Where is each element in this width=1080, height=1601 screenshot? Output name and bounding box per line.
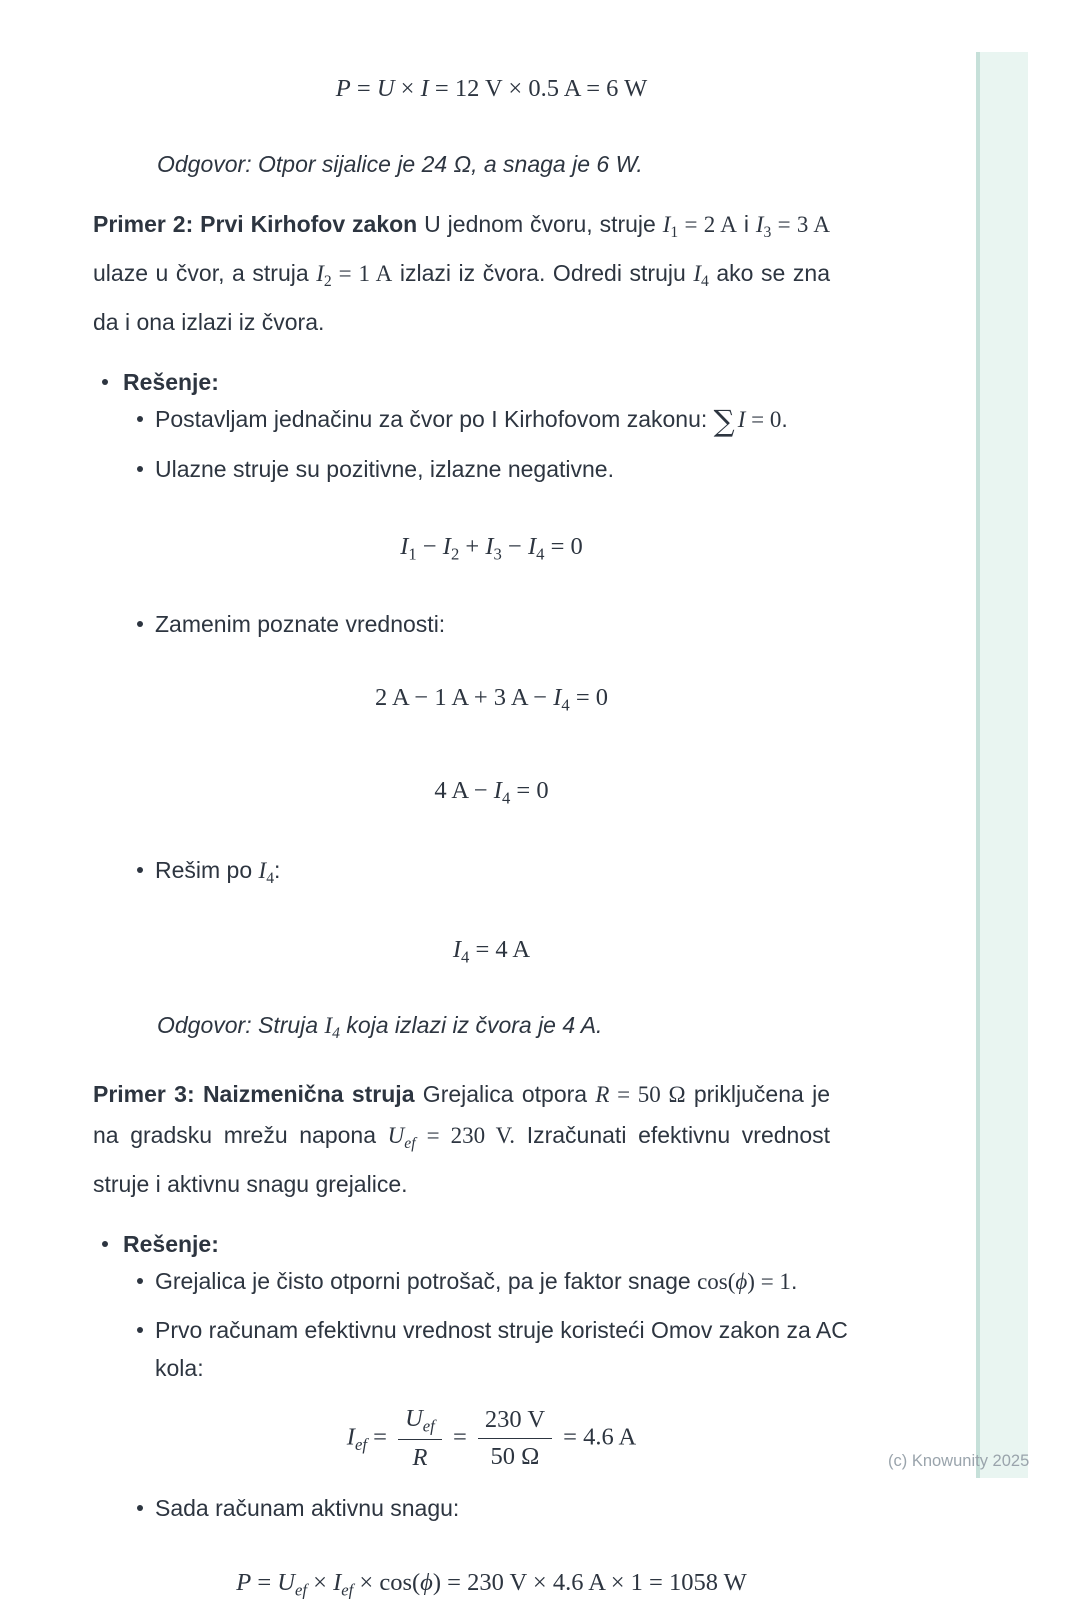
list-item-formula-simplified [93, 776, 890, 809]
bullet-icon [102, 1241, 108, 1247]
solution-label: Rešenje: [123, 369, 219, 396]
bullet-icon [137, 621, 143, 627]
list-item-formula-result [93, 935, 890, 968]
list-item-step4 [93, 851, 890, 898]
formula-power-display: P = U × I = 12 V × 0.5 A = 6 W [335, 75, 648, 102]
content-column [93, 0, 890, 1601]
page-edge-stripe [976, 52, 1028, 1478]
example3-paragraph: Primer 3: Naizmenična struja Grejalica otpora R = 50 Ω priključena je na gradsku mrežu napona $U_{ef} = 230$ V. Izračunati efektivnu vrednost struje i aktivnu snagu grejalice. [93, 1080, 831, 1197]
formula-effective-current: $I_{ef}$ = $\frac{U_{ef}}{R}$ = $\frac{230 V}{50 \Omega}$ = 4.6 A [346, 1404, 637, 1472]
step-text: Ulazne struje su pozitivne, izlazne negativne. [155, 456, 614, 483]
list-item-step3 [93, 1489, 890, 1527]
step-text: Grejalica je čisto otporni potrošač, pa je faktor snage cos(ϕ) = 1. [155, 1267, 798, 1294]
bullet-icon [137, 1505, 143, 1511]
bullet-icon [137, 466, 143, 472]
example3-solution-list [93, 1227, 890, 1601]
step-text: Sada računam aktivnu snagu: [155, 1495, 460, 1522]
formula-active-power: $P = U_{ef} \times I_{ef} \times \cos(\phi) = 230$ V × 4.6 A × 1 = 1058 W [236, 1569, 747, 1600]
list-item-formula-power [93, 1568, 890, 1601]
bullet-icon [137, 1327, 143, 1333]
answer-line-1: Odgovor: Otpor sijalice je 24 Ω, a snaga je 6 W. [157, 150, 643, 177]
step-text: Prvo računam efektivnu vrednost struje koristeći Omov zakon za AC kola: [155, 1316, 848, 1381]
bullet-icon [102, 379, 108, 385]
bullet-icon [137, 867, 143, 873]
solution-label: Rešenje: [123, 1230, 219, 1257]
list-item-step3 [93, 605, 890, 643]
step-text: Zamenim poznate vrednosti: [155, 611, 446, 638]
list-item-step2 [93, 450, 890, 488]
solution-heading [93, 1227, 890, 1261]
formula-node-equation: $I_1 - I_2 + I_3 - I_4 = 0$ [400, 533, 583, 564]
list-item-formula-subst [93, 683, 890, 716]
formula-result: $I_4 = 4$ A [452, 935, 531, 967]
list-item-step1 [93, 1262, 890, 1301]
bullet-icon [137, 1278, 143, 1284]
bullet-icon [137, 416, 143, 422]
example2-paragraph: Primer 2: Prvi Kirhofov zakon U jednom čvoru, struje $I_1 = 2$ A i $I_3 = 3$ A ulaze u čvor, a struja $I_2 = 1$ A izlazi iz čvora. Odredi struju $I_4$ ako se zna da i ona izlazi iz čvora. [93, 211, 831, 336]
formula-substitution: 2 A − 1 A + 3 $A - I_4 = 0$ [374, 684, 609, 715]
step-text: Postavljam jednačinu za čvor po I Kirhofovom zakonu: ∑ I = 0. [155, 404, 788, 439]
list-item-step1 [93, 400, 890, 440]
list-item-formula-node [93, 532, 890, 565]
solution-heading [93, 365, 890, 399]
list-item-step2 [93, 1311, 890, 1387]
list-item-formula-current [93, 1405, 890, 1473]
formula-simplified: 4 $A - I_4 = 0$ [434, 776, 549, 807]
footer-copyright: (c) Knowunity 2025 [888, 1452, 1030, 1470]
step-text: Rešim po $I_4$: [155, 856, 281, 887]
example2-solution-list [93, 365, 890, 968]
answer-line-2: Odgovor: Struja $I_4$ koja izlazi iz čvora je 4 A. [157, 1011, 603, 1042]
